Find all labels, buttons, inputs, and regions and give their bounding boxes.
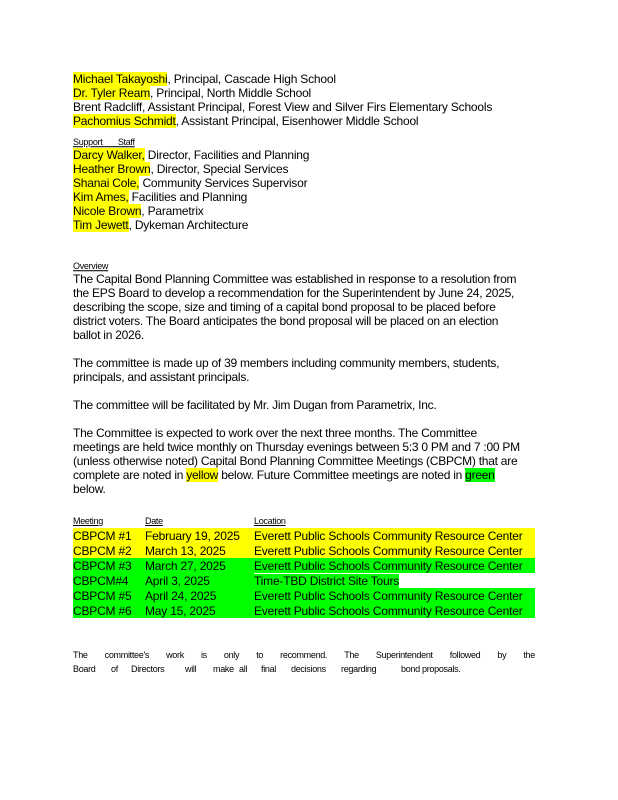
table-row [73,588,535,603]
staff-role: Facilities and Planning [128,190,248,204]
schedule-paragraph [73,426,543,496]
staff-role: Community Services Supervisor [139,176,308,190]
staff-name: Nicole Brown [73,204,142,218]
paragraph-line: The Committee is expected to work over the next three months. The Committee [73,426,477,440]
paragraph-line: district voters. The Board anticipates the bond proposal will be placed on an election [73,314,499,328]
staff-name: Darcy Walker, [73,148,145,162]
footer-word: by [497,650,507,660]
staff-line [73,218,543,232]
paragraph-line: meetings are held twice monthly on Thursday evenings between 5:3 0 PM and 7 :00 PM [73,440,520,454]
cell-date: May 15, 2025 [145,603,254,618]
footer-row [73,648,535,662]
staff-name: Kim Ames, [73,190,129,204]
footer-row [73,662,535,676]
cell-location: Everett Public Schools Community Resource Center [254,528,535,543]
footer-word: recommend. [280,650,328,660]
member-role: Brent Radcliff, Assistant Principal, Forest View and Silver Firs Elementary Schools [73,100,493,114]
footer-word: committee's [104,650,150,660]
footer-word: Directors [131,664,165,674]
footer-word: regarding [341,664,377,674]
footer-word: Board [73,664,96,674]
footer-word: only [223,650,240,660]
staff-line [73,204,543,218]
cell-date: April 24, 2025 [145,588,254,603]
staff-name: Heather Brown [73,162,151,176]
member-role: , Principal, North Middle School [150,86,312,100]
staff-line [73,176,543,190]
cell-meeting: CBPCM #2 [73,543,145,558]
staff-line [73,162,543,176]
staff-line [73,190,543,204]
paragraph-line: principals, and assistant principals. [73,370,250,384]
cell-date: April 3, 2025 [145,573,254,588]
cell-date: February 19, 2025 [145,528,254,543]
overview-paragraph [73,272,543,342]
table-header-row [73,514,535,528]
header-location: Location [254,516,286,526]
cell-location: Everett Public Schools Community Resource Center [254,558,535,573]
members-paragraph [73,356,543,384]
table-row [73,573,535,588]
cell-meeting: CBPCM #1 [73,528,145,543]
footer-word: bond proposals. [401,664,461,674]
cell-meeting: CBPCM#4 [73,573,145,588]
paragraph-line: The committee is made up of 39 members including community members, students, [73,356,500,370]
table-row [73,558,535,573]
footer-word: decisions [291,664,326,674]
member-line [73,114,543,128]
footer-word: of [111,664,118,674]
footer-word: The [73,650,88,660]
cell-meeting: CBPCM #6 [73,603,145,618]
cell-meeting: CBPCM #3 [73,558,145,573]
paragraph-line [73,468,543,482]
footer-word: make [213,664,234,674]
table-row [73,543,535,558]
footer-word: The [344,650,359,660]
yellow-legend-word: yellow [186,468,219,482]
paragraph-line: ballot in 2026. [73,328,144,342]
staff-name: Tim Jewett [73,218,129,232]
footer-word: to [256,650,264,660]
cell-date: March 27, 2025 [145,558,254,573]
member-name: Pachomius Schmidt [73,114,176,128]
staff-role: , Parametrix [141,204,204,218]
footer-word: Superintendent [375,650,433,660]
footer-note [73,648,535,676]
location-text: Time-TBD District Site Tours [254,573,400,588]
header-date: Date [145,516,163,526]
member-role: , Principal, Cascade High School [167,72,336,86]
paragraph-line: below. [73,482,106,496]
paragraph-line: describing the scope, size and timing of a capital bond proposal to be placed before [73,300,496,314]
member-name: Michael Takayoshi [73,72,168,86]
member-role: , Assistant Principal, Eisenhower Middle School [175,114,419,128]
staff-role: Director, Facilities and Planning [144,148,310,162]
table-row [73,603,535,618]
footer-word: followed [449,650,481,660]
overview-heading: Overview [73,260,109,272]
table-row [73,528,535,543]
member-line [73,72,543,86]
footer-word: is [200,650,207,660]
green-legend-word: green [465,468,495,482]
cell-meeting: CBPCM #5 [73,588,145,603]
member-line [73,86,543,100]
committee-member-list [73,72,543,128]
footer-word: final [261,664,277,674]
footer-word: work [166,650,184,660]
meeting-schedule-table [73,514,535,618]
support-staff-heading: Support Staff [73,136,135,148]
member-line [73,100,543,114]
staff-line [73,148,543,162]
text-run: complete are noted in [73,468,187,482]
header-meeting: Meeting [73,516,103,526]
paragraph-line: the EPS Board to develop a recommendation for the Superintendent by June 24, 2025, [73,286,515,300]
footer-word: all [239,664,248,674]
member-name: Dr. Tyler Ream [73,86,150,100]
cell-location: Everett Public Schools Community Resource Center [254,603,535,618]
cell-location [254,573,535,588]
cell-location: Everett Public Schools Community Resource Center [254,588,535,603]
support-staff-list [73,148,543,232]
footer-word: the [523,650,535,660]
staff-role: , Director, Special Services [150,162,289,176]
cell-date: March 13, 2025 [145,543,254,558]
cell-location: Everett Public Schools Community Resource Center [254,543,535,558]
document-page [73,72,543,676]
staff-role: , Dykeman Architecture [128,218,249,232]
text-run: below. Future Committee meetings are noted in [218,468,466,482]
staff-name: Shanai Cole, [73,176,140,190]
paragraph-line: The Capital Bond Planning Committee was established in response to a resolution from [73,272,517,286]
paragraph-line: (unless otherwise noted) Capital Bond Planning Committee Meetings (CBPCM) that are [73,454,518,468]
facilitator-paragraph: The committee will be facilitated by Mr. Jim Dugan from Parametrix, Inc. [73,398,437,412]
footer-word: will [185,664,197,674]
